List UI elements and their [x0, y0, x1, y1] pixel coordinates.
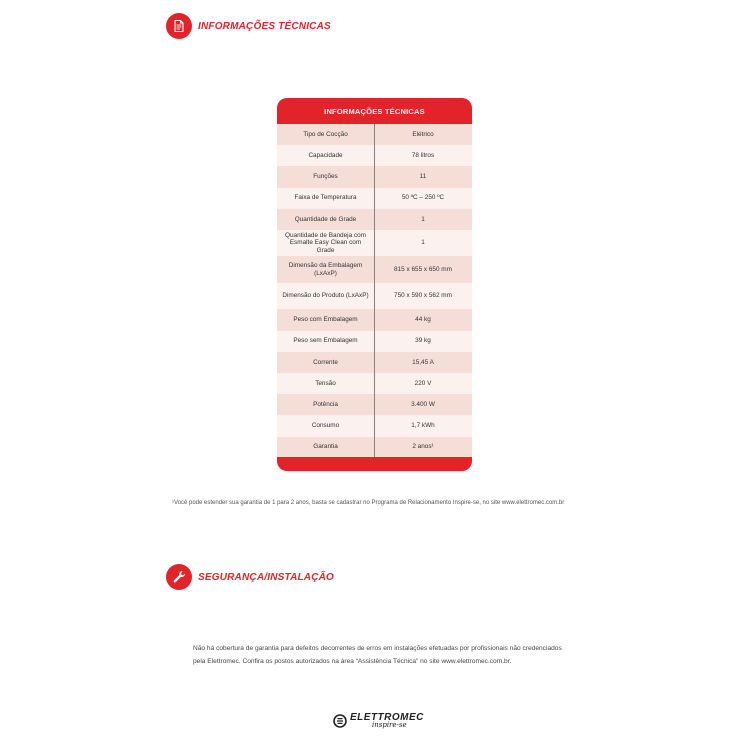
- table-row: [277, 331, 472, 352]
- technical-info-heading: [166, 13, 331, 39]
- safety-installation-heading: [166, 564, 334, 590]
- spec-label: Quantidade de Grade: [294, 215, 357, 223]
- table-row: [277, 373, 472, 394]
- spec-label: Dimensão do Produto (LxAxP): [282, 292, 369, 300]
- spec-label: Quantidade de Bandeja com Esmalte Easy Clean com Grade: [284, 231, 366, 254]
- spec-value: 750 x 590 x 562 mm: [394, 292, 452, 300]
- spec-label: Consumo: [311, 422, 340, 430]
- spec-label: Potência: [313, 400, 338, 408]
- spec-value: 78 litros: [411, 151, 435, 159]
- wrench-icon: [166, 564, 192, 590]
- table-footer-bar: [277, 457, 472, 471]
- spec-value: 220 V: [414, 379, 432, 387]
- spec-value: 50 ºC – 250 ºC: [401, 194, 445, 202]
- spec-value: 11: [419, 173, 427, 181]
- warranty-footnote: ¹Você pode estender sua garantia de 1 para 2 anos, basta se cadastrar no Programa de Relacionamento Inspire-se, no site www.elettromec.com.br: [172, 500, 565, 506]
- document-icon: [166, 13, 192, 39]
- spec-label: Garantia: [313, 443, 338, 451]
- logo-tagline: inspire-se: [372, 721, 407, 729]
- table-row: [277, 309, 472, 330]
- spec-value: 1,7 kWh: [411, 422, 435, 430]
- spec-label: Peso sem Embalagem: [293, 337, 358, 345]
- table-row: [277, 166, 472, 187]
- spec-value: Elétrico: [412, 130, 434, 138]
- spec-label: Corrente: [313, 358, 338, 366]
- table-row: [277, 230, 472, 257]
- spec-label: Tipo de Cocção: [303, 130, 348, 138]
- table-row: [277, 283, 472, 310]
- table-header: INFORMAÇÕES TÉCNICAS: [277, 98, 472, 124]
- logo-wordmark: ELETTROMEC: [350, 712, 424, 723]
- table-row: [277, 352, 472, 373]
- table-row: [277, 124, 472, 145]
- spec-label: Dimensão da Embalagem (LxAxP): [288, 262, 363, 277]
- technical-specs-table: [277, 98, 472, 471]
- section-title: INFORMAÇÕES TÉCNICAS: [198, 20, 331, 32]
- table-row: [277, 209, 472, 230]
- section-title: SEGURANÇA/INSTALAÇÃO: [198, 571, 335, 583]
- spec-value: 815 x 655 x 650 mm: [394, 265, 452, 273]
- table-row: [277, 145, 472, 166]
- safety-notice: Não há cobertura de garantia para defeitos decorrentes de erros em instalações efetuadas por profissionais não credenciados pela Elettromec. Confira os postos autorizados na área “Assistência Técnica” no site www.elettromec.com.br.: [193, 645, 562, 665]
- spec-value: 39 kg: [415, 337, 431, 345]
- spec-value: 1: [421, 239, 425, 247]
- spec-label: Faixa de Temperatura: [294, 194, 357, 202]
- table-body: [277, 124, 472, 458]
- table-row: [277, 188, 472, 209]
- spec-label: Peso com Embalagem: [293, 316, 358, 324]
- elettromec-logo: [333, 712, 424, 729]
- spec-label: Tensão: [315, 379, 336, 387]
- spec-value: 2 anos¹: [412, 443, 434, 451]
- spec-value: 3.400 W: [411, 400, 435, 408]
- spec-value: 44 kg: [415, 316, 431, 324]
- spec-value: 1: [421, 215, 425, 223]
- spec-label: Funções: [313, 173, 338, 181]
- table-row: [277, 394, 472, 415]
- elettromec-logo-icon: [333, 714, 347, 728]
- spec-label: Capacidade: [308, 151, 343, 159]
- table-row: [277, 256, 472, 283]
- table-row: [277, 415, 472, 436]
- table-row: [277, 437, 472, 458]
- spec-value: 15,45 A: [412, 358, 434, 366]
